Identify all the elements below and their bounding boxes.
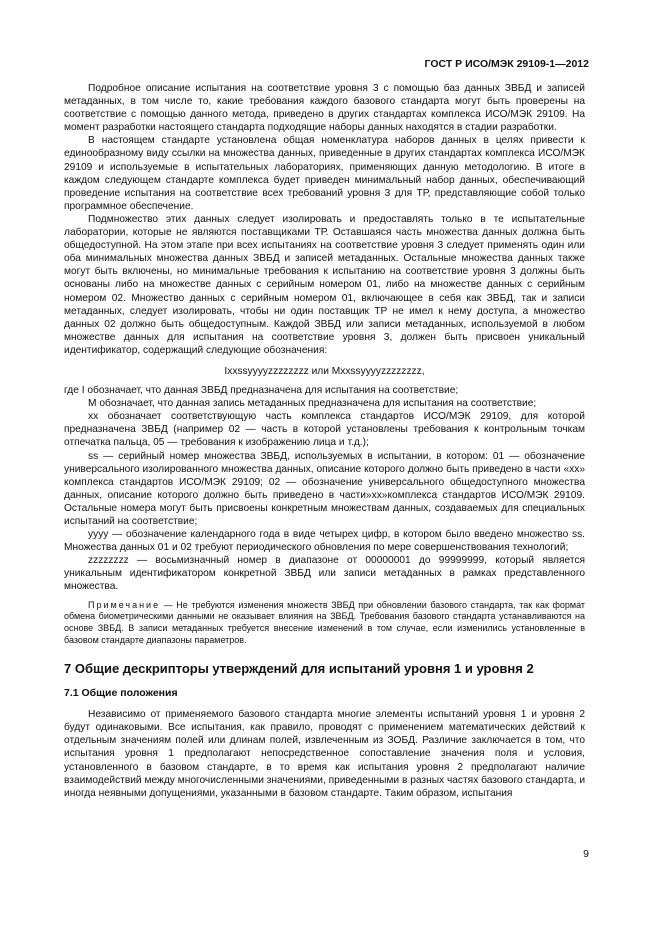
intro-paragraph-1: Подробное описание испытания на соответствие уровня 3 с помощью баз данных ЗВБД и записей метаданных, в том числе то, какие требования каждого базового стандарта могут быть проверены на соответствие с помощью данного метода, приведено в других стандартах комплекса ИСО/МЭК 29109. На момент разработки настоящего стандарта подходящие наборы данных находятся в стадии разработки.	[64, 83, 585, 134]
definition-i: где I обозначает, что данная ЗВБД предназначена для испытания на соответствие;	[64, 385, 459, 397]
page-number: 9	[583, 848, 589, 860]
section-7-heading: 7 Общие дескрипторы утверждений для испытаний уровня 1 и уровня 2	[64, 661, 534, 677]
definition-yyyy: yyyy — обозначение календарного года в виде четырех цифр, в котором было введено множество ss. Множества данных 01 и 02 требуют периодического обновления по мере совершенствования технологий;	[64, 529, 585, 554]
intro-paragraph-2: В настоящем стандарте установлена общая номенклатура наборов данных в целях привести к единообразному виду ссылки на множества данных, приведенные в других стандартах комплекса ИСО/МЭК 29109 и используемые в испытательных лабораториях, применяющих данную методологию. В итоге в каждом следующем стандарте комплекса будет приведен минимальный набор данных, обеспечивающий проведение испытания на соответствие всех требований уровня 3 для ТР, представляющие собой только программное обеспечение.	[64, 135, 585, 212]
note-label: Примечание	[88, 599, 161, 610]
note-text: — Не требуются изменения множеств ЗВБД при обновлении базового стандарта, так как формат обмена биометрическими данными не оказывает влияния на ЗВБД. Требования базового стандарта устанавливаются на основе ЗВБД. В записи метаданных требуется внесение изменений в том случае, если изменились установленные в базовом стандарте диапазоны параметров.	[64, 599, 585, 646]
definition-m: M обозначает, что данная запись метаданных предназначена для испытания на соответствие;	[88, 398, 537, 410]
section-7-1-paragraph: Независимо от применяемого базового стандарта многие элементы испытаний уровня 1 и уровня 2 будут одинаковыми. Все испытания, как правило, проводят с применением математических действий к отдельным значениям полей или длинам полей, извлеченным из ЗОБД. Различие заключается в том, что испытания уровня 1 предполагают непосредственное сопоставление значения поля и условия, установленного в базовом стандарте, в то время как испытания уровня 2 предполагают наличие взаимодействий между многочисленными значениями, приведенными в разных частях базового стандарта, и иногда неявными допущениями, указанными в базовом стандарте. Таким образом, испытания	[64, 709, 586, 799]
definition-ss: ss — серийный номер множества ЗВБД, используемых в испытании, в котором: 01 — обозначение универсального изолированного множества данных, описание которого должно быть приведено в части «xx» комплекса стандартов ИСО/МЭК 29109; 02 — обозначение универсального общедоступного множества данных, описание которого должно быть приведено в части»xx»комплекса стандартов ИСО/МЭК 29109. Остальные номера могут быть присвоены конкретным множествам данных, создаваемых для специальных испытаний на соответствие;	[64, 450, 585, 527]
identifier-formula: Ixxssyyyyzzzzzzzz или Mxxssyyyyzzzzzzzz,	[224, 365, 425, 377]
intro-paragraph-3: Подмножество этих данных следует изолировать и предоставлять только в те испытательные лаборатории, которые не являются поставщиками ТР. Оставшаяся часть множества данных должна быть общедоступной. На этом этапе при всех испытаниях на соответствие уровня 3 следует применять один или оба минимальных множества данных ЗВБД и записей метаданных. Остальные множества данных также могут быть включены, но минимальные требования к испытанию на соответствие уровня 3 должны быть основаны либо на множестве данных с серийным номером 01, либо на множестве данных с серийным номером 02. Множество данных с серийным номером 01, включающее в себя как ЗВБД, так и записи метаданных, следует изолировать, чтобы ни один поставщик ТР не имел к нему доступа, а множество данных 02 должно быть общедоступным. Каждой ЗВБД или записи метаданных, используемой в любом множестве данных для испытания на соответствие уровня 3, должен быть присвоен уникальный идентификатор, содержащий следующие обозначения:	[64, 213, 585, 356]
definition-zzzzzzzz: zzzzzzzz — восьмизначный номер в диапазоне от 00000001 до 99999999, который является уникальным идентификатором конкретной ЗВБД или записи метаданных в рамках представленного множества.	[64, 555, 585, 593]
note-paragraph	[64, 600, 585, 648]
definition-xx: xx обозначает соответствующую часть комплекса стандартов ИСО/МЭК 29109, для которой предназначена ЗВБД (например 02 — часть в которой установлены требования к контрольным точкам отпечатка пальца, 05 — требования к изображению лица и т.д.);	[64, 411, 585, 449]
main-content	[64, 82, 585, 800]
section-7-1-heading: 7.1 Общие положения	[64, 687, 178, 700]
standard-header: ГОСТ Р ИСО/МЭК 29109-1—2012	[424, 58, 589, 70]
